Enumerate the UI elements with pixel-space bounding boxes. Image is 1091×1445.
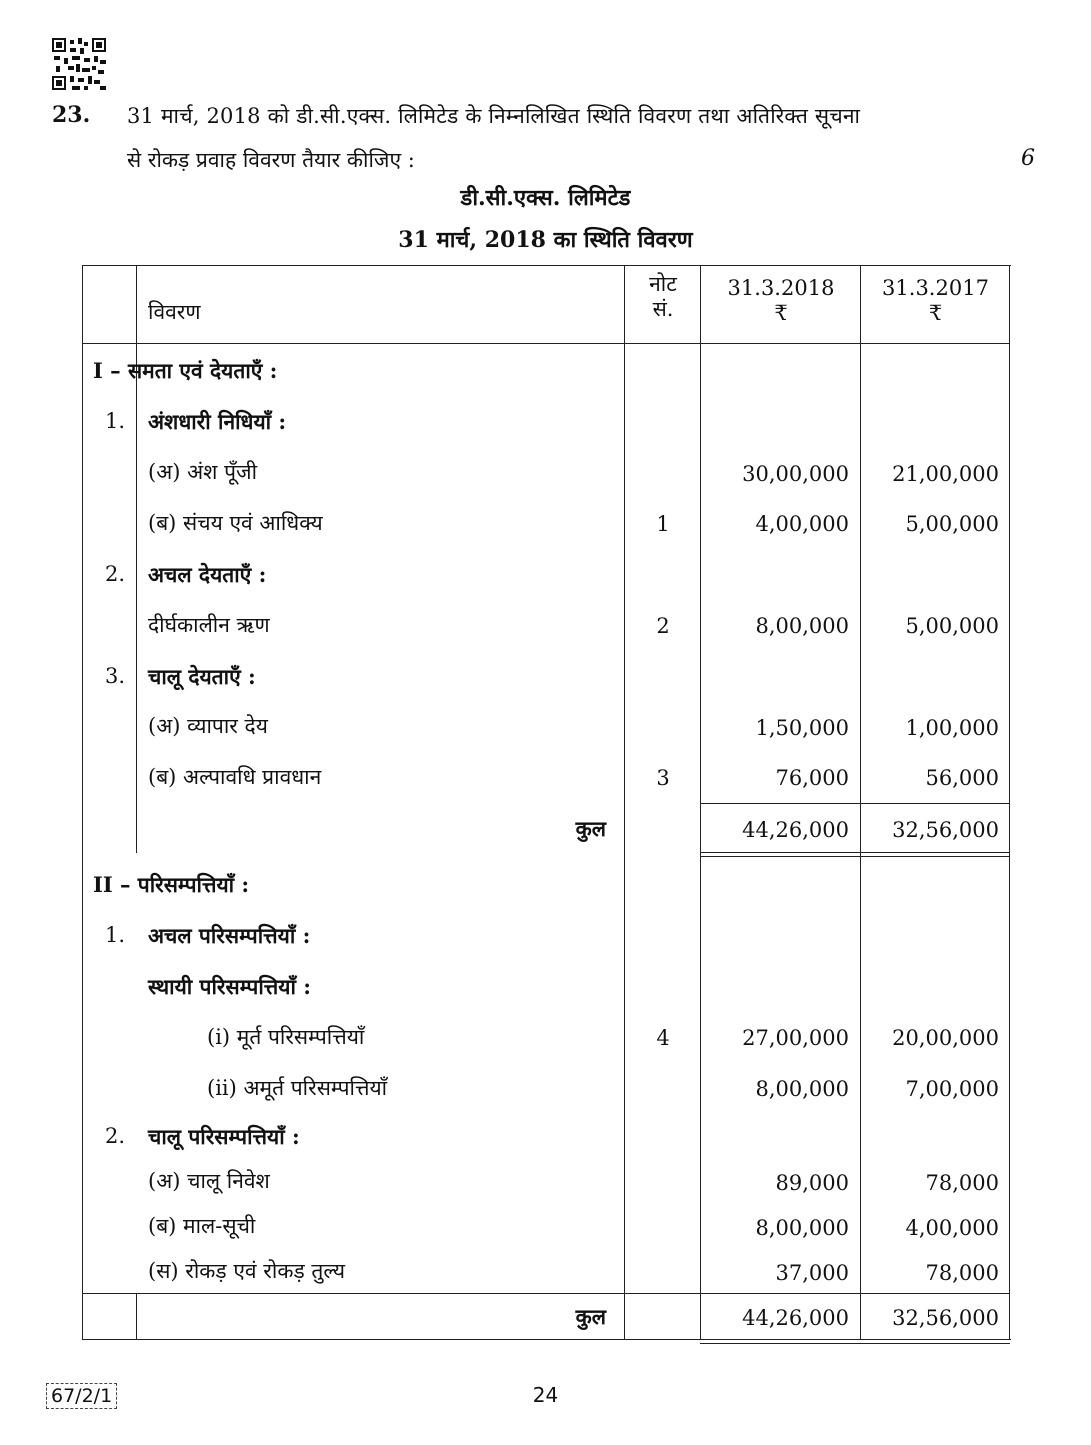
asset-row3-2017: 78,000 [925,1171,999,1195]
liab-total-line-top [700,803,1010,804]
liab-total-line-bottom1 [700,852,1010,853]
liab-total-line-bottom2 [700,856,1010,857]
asset-total-2017: 32,56,000 [892,1306,999,1330]
liab-row2-note: 1 [656,512,670,536]
asset-row2-2017: 7,00,000 [905,1077,999,1101]
header-note [625,272,701,322]
liab-row1-2018: 30,00,000 [742,462,849,486]
liab-total-2018: 44,26,000 [742,818,849,842]
qr-code-icon [52,38,106,90]
col-divider-note [624,266,625,1339]
asset-row4-2017: 4,00,000 [905,1216,999,1240]
asset-group1-sublabel: स्थायी परिसम्पत्तियाँ : [148,974,311,999]
asset-group2-number: 2. [105,1124,126,1148]
col-divider-num [136,266,137,853]
asset-row2-label: (ii) अमूर्त परिसम्पत्तियाँ [207,1076,388,1100]
company-name: डी.सी.एक्स. लिमिटेड [460,185,631,211]
liab-row3-note: 2 [656,614,670,638]
question-marks: 6 [1021,146,1035,171]
header-year1-date: 31.3.2018 [727,276,835,300]
asset-total-2018: 44,26,000 [742,1306,849,1330]
asset-row1-note: 4 [656,1026,670,1050]
page-number: 24 [532,1383,559,1407]
asset-total-line-top [82,1293,1010,1294]
header-separator [82,343,1010,344]
header-year2-currency: ₹ [928,301,943,326]
col-divider-num-2 [136,1293,137,1339]
asset-group1-number: 1. [105,923,126,947]
liab-row2-2017: 5,00,000 [905,512,999,536]
assets-heading: II – परिसम्पत्तियाँ : [93,872,250,897]
liab-total-2017: 32,56,000 [892,818,999,842]
liab-row4-2018: 1,50,000 [755,716,849,740]
header-year2 [861,276,1010,326]
asset-row1-2018: 27,00,000 [742,1026,849,1050]
question-number: 23. [52,102,91,128]
question-text-line1: 31 मार्च, 2018 को डी.सी.एक्स. लिमिटेड के निम्नलिखित स्थिति विवरण तथा अतिरिक्त सूचना [127,104,861,128]
asset-row1-label: (i) मूर्त परिसम्पत्तियाँ [207,1025,365,1049]
liab-row5-2017: 56,000 [925,766,999,790]
liab-row5-note: 3 [656,766,670,790]
header-year2-date: 31.3.2017 [882,276,989,300]
asset-group1-label: अचल परिसम्पत्तियाँ : [148,923,311,948]
liab-group2-number: 2. [105,562,126,586]
asset-group2-label: चालू परिसम्पत्तियाँ : [148,1124,300,1149]
liab-row5-label: (ब) अल्पावधि प्रावधान [148,765,322,789]
question-text-line2: से रोकड़ प्रवाह विवरण तैयार कीजिए : [127,148,415,172]
liab-row3-2017: 5,00,000 [905,614,999,638]
header-note-line1: नोट [649,272,677,296]
asset-row4-2018: 8,00,000 [755,1216,849,1240]
asset-row5-2018: 37,000 [775,1261,849,1285]
liab-row4-label: (अ) व्यापार देय [148,714,268,738]
asset-row5-label: (स) रोकड़ एवं रोकड़ तुल्य [148,1259,346,1283]
liab-total-label: कुल [575,816,606,841]
asset-row5-2017: 78,000 [925,1261,999,1285]
asset-total-line-double [700,1343,1010,1344]
liab-row2-label: (ब) संचय एवं आधिक्य [148,511,323,535]
header-year1 [701,276,861,326]
liab-row3-2018: 8,00,000 [755,614,849,638]
asset-row1-2017: 20,00,000 [892,1026,999,1050]
asset-row3-label: (अ) चालू निवेश [148,1169,270,1193]
liab-group2-label: अचल देयताएँ : [148,562,267,587]
asset-total-label: कुल [575,1304,606,1329]
liab-row1-label: (अ) अंश पूँजी [148,460,258,484]
liab-row4-2017: 1,00,000 [905,716,999,740]
liab-row1-2017: 21,00,000 [892,462,999,486]
liab-group3-number: 3. [105,664,126,688]
header-particulars: विवरण [148,300,201,324]
liab-group3-label: चालू देयताएँ : [148,664,256,689]
liab-group1-number: 1. [105,409,126,433]
statement-title: 31 मार्च, 2018 का स्थिति विवरण [398,227,693,253]
liab-row5-2018: 76,000 [775,766,849,790]
asset-row2-2018: 8,00,000 [755,1077,849,1101]
liab-group1-label: अंशधारी निधियाँ : [148,409,287,434]
asset-row3-2018: 89,000 [775,1171,849,1195]
liabilities-heading: I – समता एवं देयताएँ : [93,358,278,383]
paper-code: 67/2/1 [46,1383,117,1409]
header-year1-currency: ₹ [774,301,788,326]
liab-row2-2018: 4,00,000 [755,512,849,536]
asset-row4-label: (ब) माल-सूची [148,1214,256,1238]
liab-row3-label: दीर्घकालीन ऋण [148,613,270,637]
header-note-line2: सं. [652,297,674,322]
